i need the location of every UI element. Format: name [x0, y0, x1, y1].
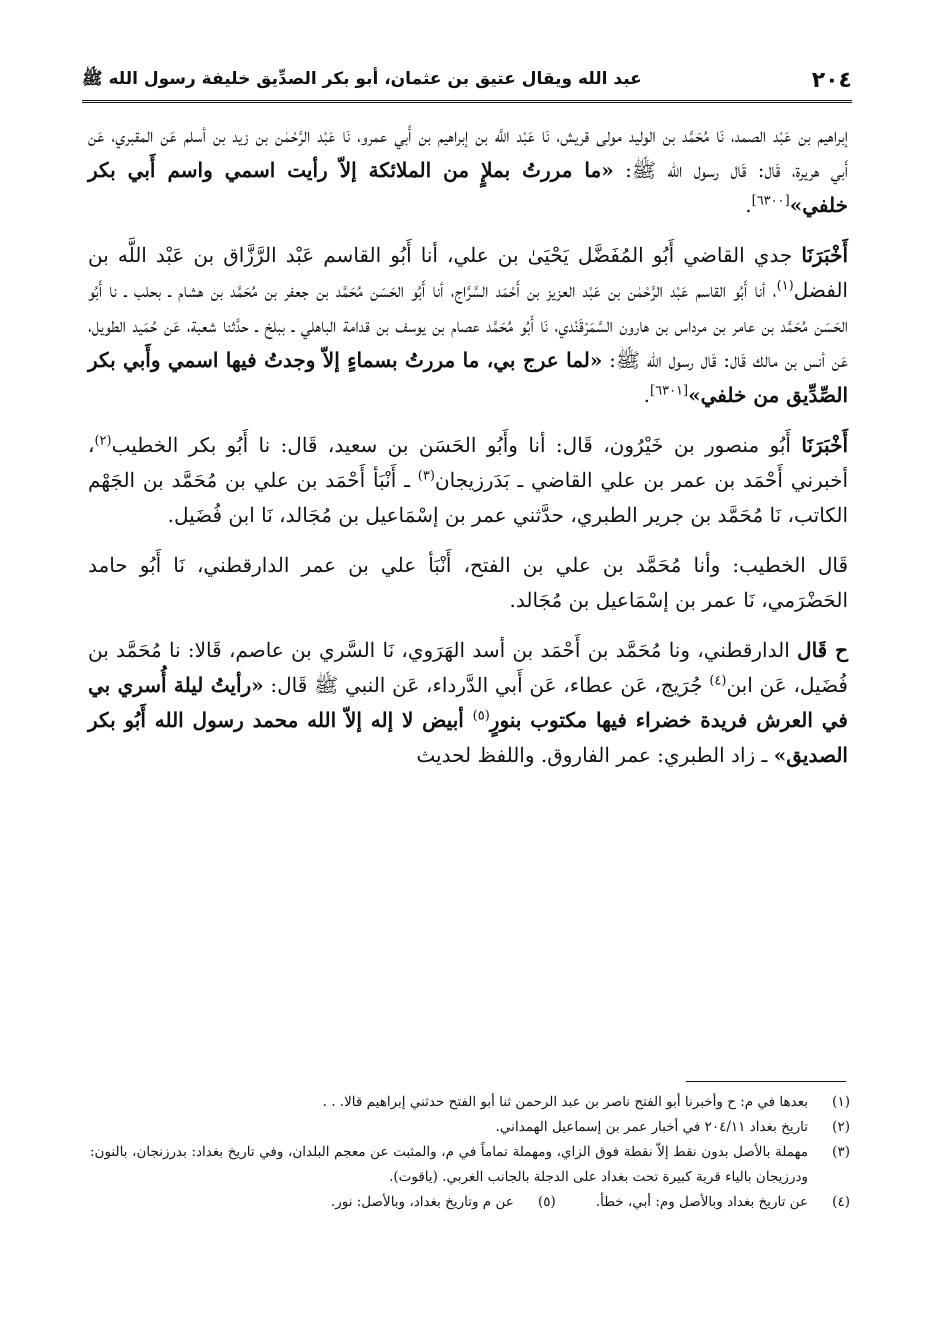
running-header	[82, 58, 852, 102]
text-segment: .	[643, 383, 651, 407]
paragraph	[88, 428, 848, 533]
hadith-text: «ما مررتُ بملإٍ من الملائكة إلاّ رأيت اسمي واسم أَبي بكر خلفي»	[88, 158, 848, 217]
header-divider	[82, 100, 852, 103]
paragraph	[88, 238, 848, 413]
footnote-text: تاريخ بغداد ٢٠٤/١١ في أخبار عمر بن إسماعيل الهمداني.	[495, 1119, 808, 1135]
footnote	[90, 1140, 850, 1190]
hadith-number: [٦٣٠٠]	[751, 193, 790, 209]
footnote-number: (٣)	[832, 1144, 850, 1160]
text-segment: جُرَيج، عَن عطاء، عَن أَبي الدَّرداء، عَن النبي ﷺ قَال:	[263, 673, 710, 697]
footnote-number: (٢)	[832, 1119, 850, 1135]
paragraph	[88, 118, 848, 223]
text-segment: إبراهيم بن عَبْد الصمد، نَا مُحَمَّد بن الوليد مولى قريش، نَا عَبْد اللَّه بن إبراهيم بن أَبي عمرو، نَا عَبْد الرَّحْمٰن بن زيد بن أسلم عَن المقبري، عَن أَبي هريرة، قَال: قَال رسول الله ﷺ:	[88, 123, 848, 182]
footnote-divider	[686, 1081, 846, 1082]
paragraph-lead-word: أَخْبَرَنَا	[801, 243, 848, 267]
text-segment: ، أخبرني أَحْمَد بن عمر بن علي القاضي ـ بَدَرزيجان	[88, 433, 849, 492]
text-segment: ، أنا أَبُو القاسم عَبْد الرَّحْمٰن بن عَبْد العزيز بن أَحْمَد السَّرَّاج، أنا أَبُو الحَسَن مُحَمَّد بن جعفر بن مُحَمَّد بن هشام ـ بحلب ـ نا أَبُو الحَسَن مُحَمَّد بن عامر بن مرداس بن هارون السَّمَرْقَنْدي، نَا أَبُو مُحَمَّد عصام بن يوسف بن قدامة الباهلي ـ ببلخ ـ حدَّثنا شعبة، عَن حُمَيد الطويل، عَن أنس بن مالك قَال: قَال رسول الله ﷺ:	[88, 278, 848, 372]
text-segment: ـ أَنْبَأ أَحْمَد بن علي بن مُحَمَّد بن الجَهْم الكاتب، نَا مُحَمَّد بن جرير الطبري، حدَّثني عمر بن إسْمَاعيل بن مُجَالد، نَا ابن فُضَيل.	[88, 468, 848, 527]
footnote-number: (٥)	[537, 1194, 556, 1210]
text-segment: .	[745, 193, 752, 217]
hadith-text: أبيض لا إله إلاّ الله محمد رسول الله أَبُو بكر الصديق»	[88, 708, 848, 767]
text-segment: ـ زاد الطبري: عمر الفاروق. واللفظ لحديث	[416, 743, 774, 767]
footnote-number: (١)	[832, 1094, 850, 1110]
footnote-pair	[90, 1190, 850, 1215]
hadith-number: [٦٣٠١]	[650, 383, 689, 399]
running-title: عبد الله ويقال عتيق بن عثمان، أبو بكر الصدِّيق خليفة رسول الله ﷺ	[82, 68, 642, 89]
paragraph-lead-word: أَخْبَرَنَا	[801, 433, 848, 457]
footnote-number: (٤)	[832, 1194, 850, 1210]
paragraph	[88, 633, 848, 773]
footnote-marker: (٣)	[417, 468, 435, 484]
hadith-text: «لما عرج بي، ما مررتُ بسماءٍ إلاّ وجدتُ فيها اسمي وأَبي بكر الصِّدِّيق من خلفي»	[88, 348, 848, 407]
text-segment: الدارقطني، ونا مُحَمَّد بن أَحْمَد بن أسد الهَرَوي، نَا السَّري بن عاصم، قَالا: نا مُحَمَّد بن فُضَيل، عَن ابن	[88, 638, 848, 697]
footnote-marker: (٤)	[709, 673, 727, 689]
footnotes	[90, 1090, 850, 1215]
footnote-marker: (٥)	[472, 708, 490, 724]
text-segment: أَبُو منصور بن خَيْرُون، قَال: أنا وأَبُو الحَسَن بن سعيد، قَال: نا أَبُو بكر الخطيب	[111, 433, 802, 457]
paragraph-lead-word: ح قَال	[797, 638, 848, 662]
footnote-text: مهملة بالأصل بدون نقط إلاّ نقطة فوق الزاي، ومهملة تماماً في م، والمثبت عن معجم البلدان، وفي تاريخ بغداد: بدرزنجان، بالنون: ودرزيجان بالياء قرية كبيرة تحت بغداد على الدجلة بالجانب الغربي. (ياقوت).	[90, 1144, 808, 1185]
footnote-text: بعدها في م: ح وأخبرنا أبو الفتح ناصر بن عبد الرحمن ثنا أبو الفتح حدثني إبراهيم قالا. . .	[322, 1094, 808, 1110]
footnote-text: عن م وتاريخ بغداد، وبالأصل: نور.	[330, 1194, 514, 1210]
footnote-marker: (١)	[776, 278, 794, 294]
footnote	[90, 1115, 850, 1140]
footnote	[90, 1090, 850, 1115]
footnote-marker: (٢)	[94, 433, 112, 449]
footnote-text: عن تاريخ بغداد وبالأصل وم: أبي، خطأ.	[595, 1194, 808, 1210]
hadith-text: «رأيتُ ليلة أُسري بي في العرش فريدة خضراء فيها مكتوب بنورٍ	[88, 673, 848, 732]
paragraph	[88, 548, 848, 618]
text-segment: قَال الخطيب: وأنا مُحَمَّد بن علي بن الفتح، أَنْبَأ علي بن عمر الدارقطني، نَا أَبُو حامد الحَضْرَمي، نَا عمر بن إسْمَاعيل بن مُجَالد.	[88, 553, 848, 612]
main-text	[88, 118, 848, 788]
text-segment: جدي القاضي أَبُو المُفَضَّل يَحْيَىٰ بن علي، أنا أَبُو القاسم عَبْد الرَّزَّاق بن عَبْد اللَّه بن الفضل	[88, 243, 848, 302]
page-number: ٢٠٤	[811, 67, 852, 93]
